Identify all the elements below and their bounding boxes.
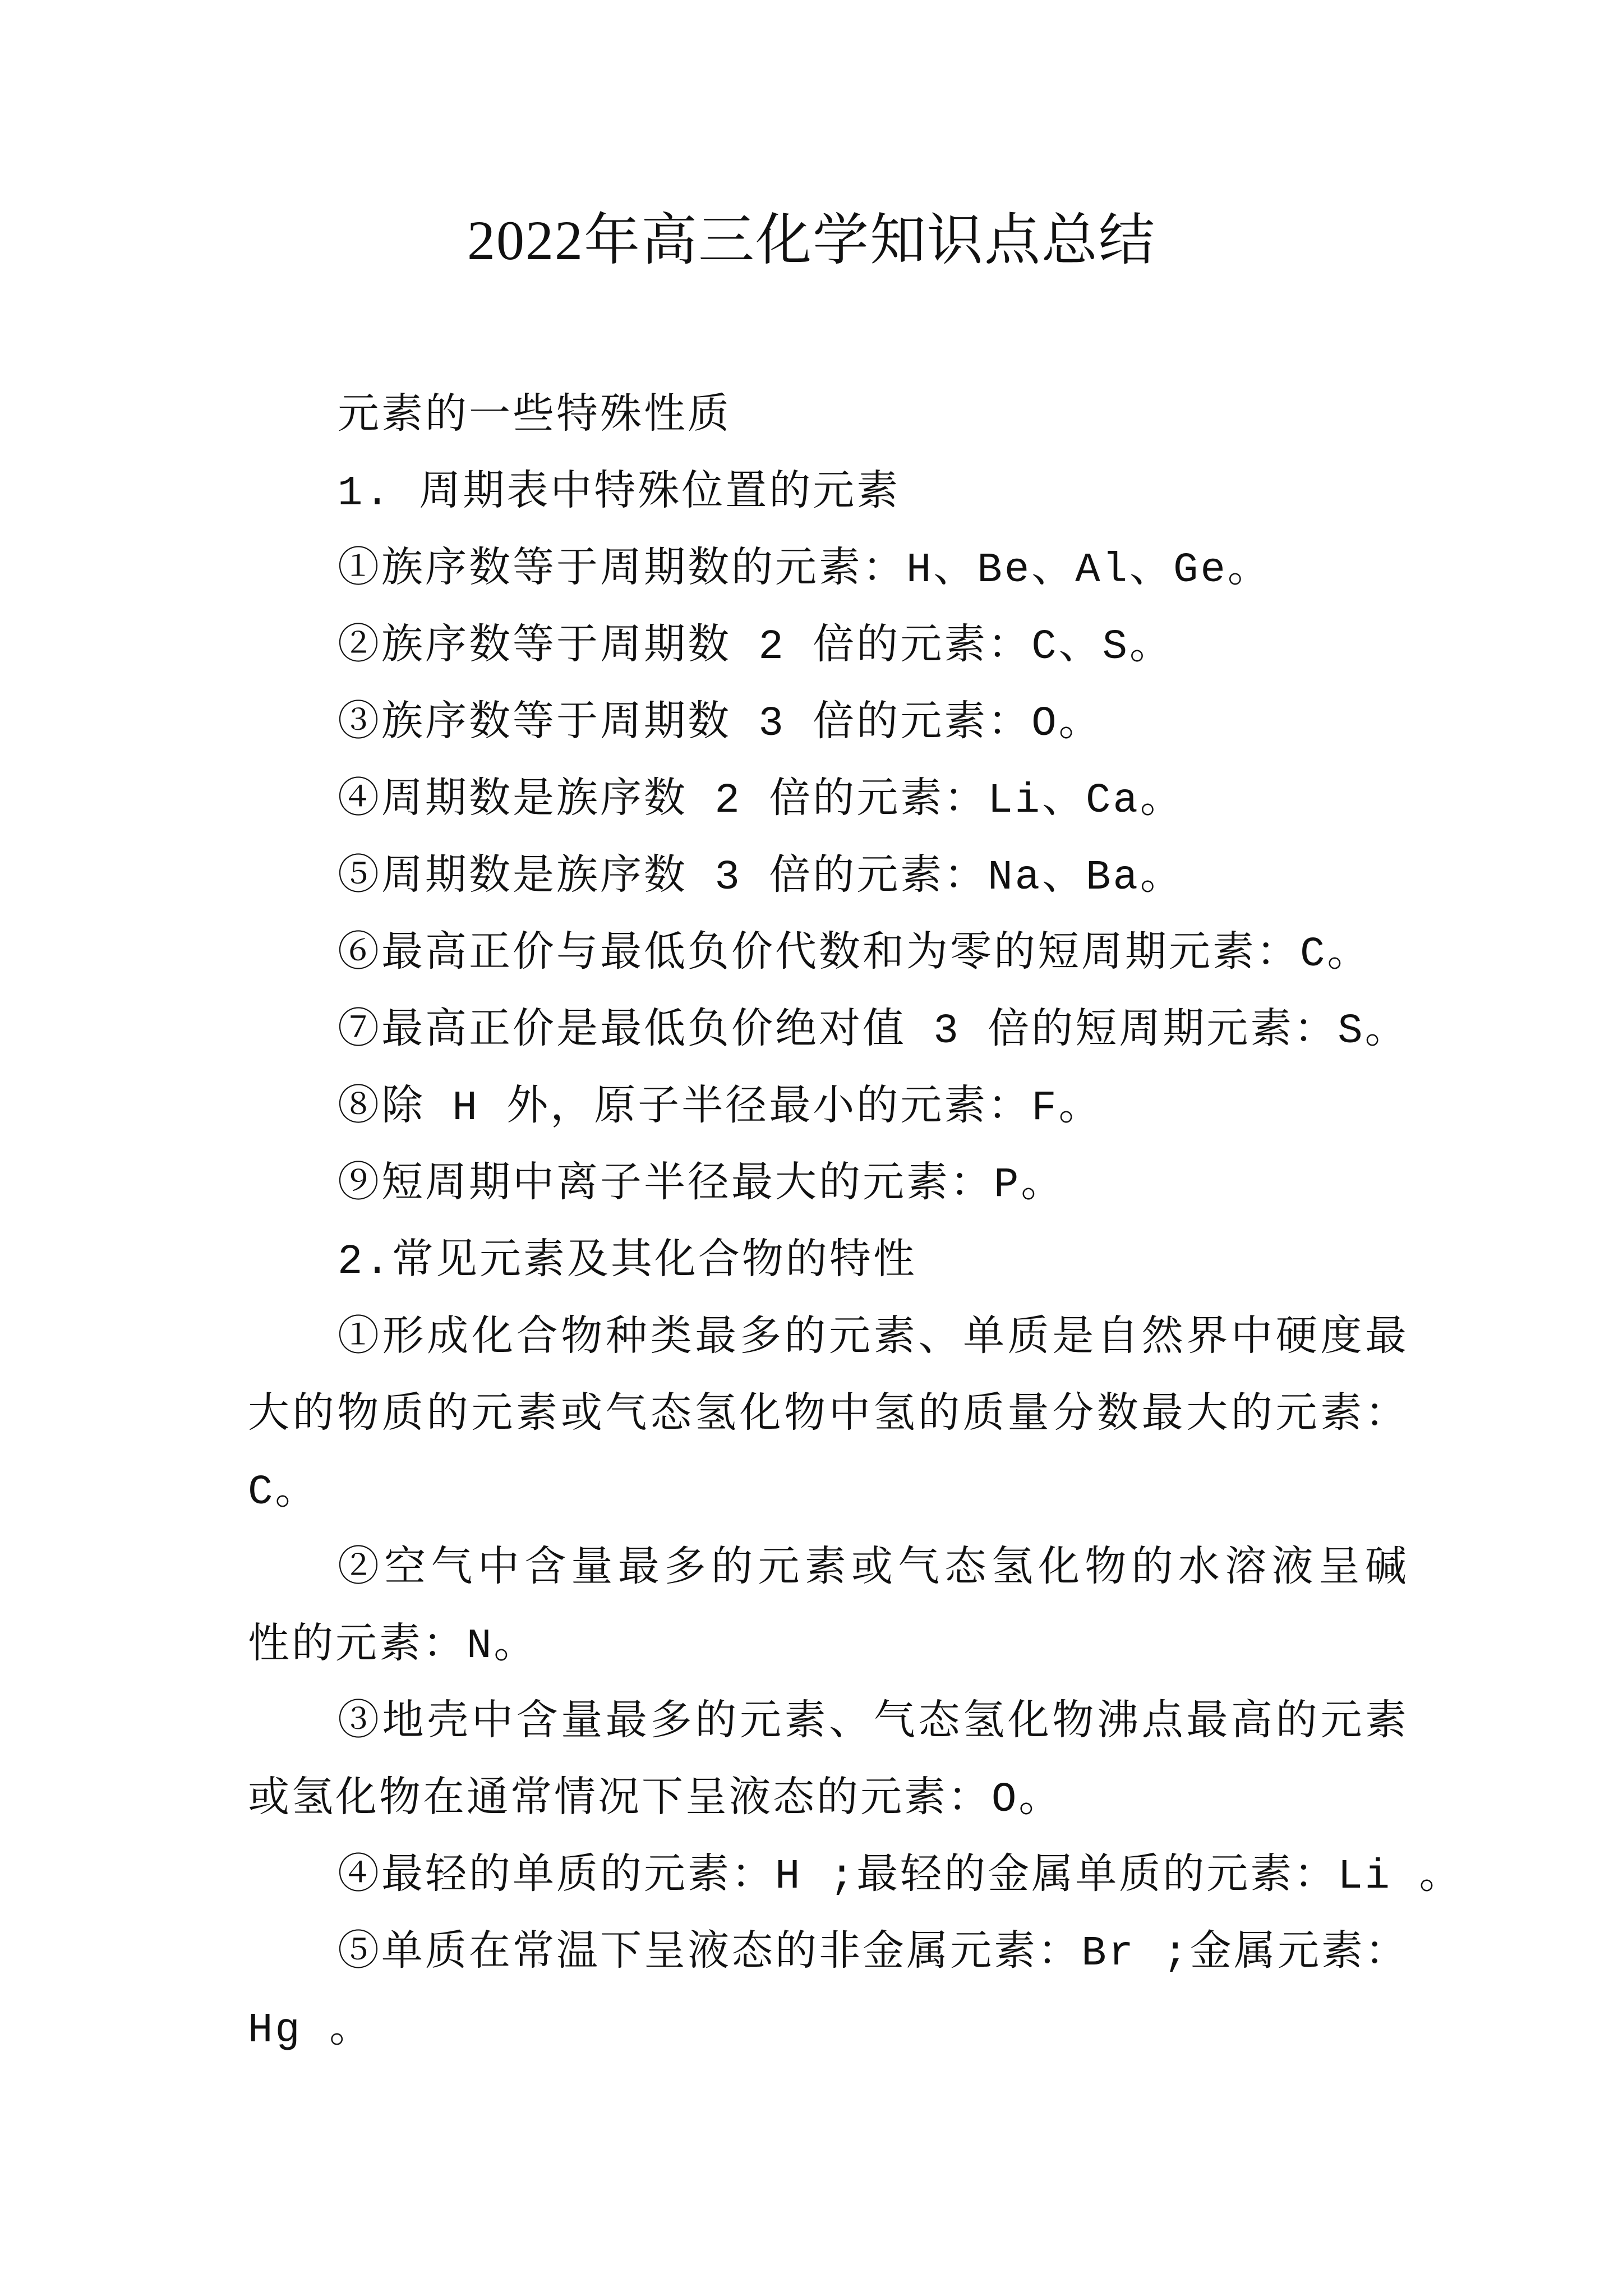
list-item [248,1147,1409,1224]
list-item [248,1301,1409,1531]
list-item [248,840,1409,917]
text-line: Hg 。 [248,2007,374,2054]
text-line: C。 [248,1469,319,1516]
subsection-heading-2 [248,1224,1409,1301]
list-item [248,1531,1409,1685]
text-line: 大的物质的元素或气态氢化物中氢的质量分数最大的元素： [248,1392,1409,1439]
document-body [248,379,1463,2069]
subsection-heading-1 [248,455,1409,532]
text-line: ①形成化合物种类最多的元素、单质是自然界中硬度最 [338,1315,1409,1363]
text-line: ③地壳中含量最多的元素、气态氢化物沸点最高的元素 [338,1700,1409,1747]
text-line: 性的元素：N。 [248,1623,538,1670]
list-item [248,609,1409,686]
text-line: 元素的一些特殊性质 [338,393,731,440]
text-line: 2.常见元素及其化合物的特性 [338,1239,917,1286]
list-item [248,917,1409,993]
text-line: ④周期数是族序数 2 倍的元素：Li、Ca。 [338,777,1184,825]
list-item [248,1070,1409,1147]
text-line: 1. 周期表中特殊位置的元素 [338,470,901,517]
text-line: ⑦最高正价是最低负价绝对值 3 倍的短周期元素：S。 [338,1008,1409,1055]
document-title: 2022年高三化学知识点总结 [467,209,1156,272]
list-item [248,532,1409,609]
text-line: ②空气中含量最多的元素或气态氢化物的水溶液呈碱 [338,1546,1409,1593]
text-line: ⑧除 H 外，原子半径最小的元素：F。 [338,1085,1103,1132]
section-heading [248,379,1409,455]
text-line: 或氢化物在通常情况下呈液态的元素：O。 [248,1777,1063,1824]
list-item [248,1685,1409,1839]
text-line: ⑤周期数是族序数 3 倍的元素：Na、Ba。 [338,854,1184,901]
list-item [248,1916,1409,2069]
list-item [248,1839,1463,1916]
text-line: ②族序数等于周期数 2 倍的元素：C、S。 [338,624,1174,671]
list-item [248,686,1409,763]
text-line: ⑥最高正价与最低负价代数和为零的短周期元素：C。 [338,931,1371,978]
text-line: ④最轻的单质的元素：H ;最轻的金属单质的元素：Li 。 [338,1853,1463,1901]
text-line: ①族序数等于周期数的元素：H、Be、Al、Ge。 [338,547,1271,594]
text-line: ⑨短周期中离子半径最大的元素：P。 [338,1162,1065,1209]
list-item [248,993,1409,1070]
list-item [248,763,1409,840]
text-line: ③族序数等于周期数 3 倍的元素：O。 [338,701,1103,748]
text-line: ⑤单质在常温下呈液态的非金属元素：Br ;金属元素： [338,1930,1409,1977]
